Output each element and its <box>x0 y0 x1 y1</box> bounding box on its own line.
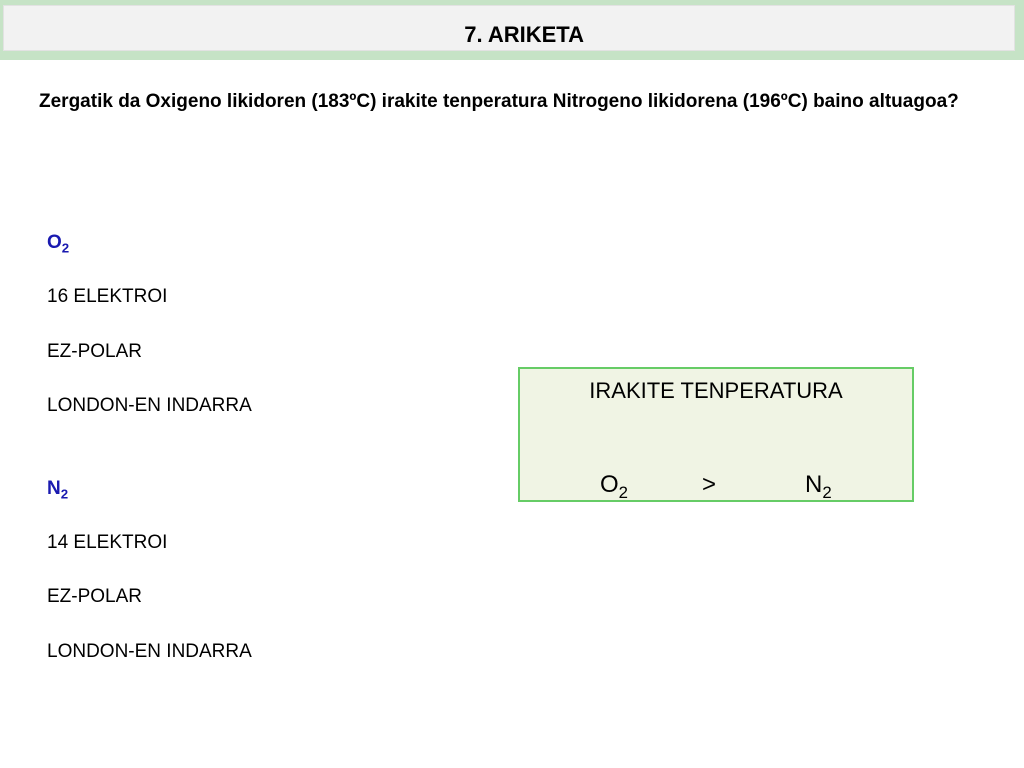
formula-oxygen <box>47 232 69 254</box>
formula-nitrogen <box>47 478 68 500</box>
formula-symbol: O <box>47 232 62 253</box>
formula-symbol: N <box>47 478 61 499</box>
formula-symbol: N <box>805 471 823 498</box>
nitrogen-force: LONDON-EN INDARRA <box>47 641 252 662</box>
comparison-operator: > <box>702 471 717 498</box>
comparison-right-formula <box>805 471 832 502</box>
oxygen-force: LONDON-EN INDARRA <box>47 395 252 416</box>
formula-subscript: 2 <box>822 482 832 502</box>
formula-symbol: O <box>600 471 619 498</box>
nitrogen-electrons: 14 ELEKTROI <box>47 532 168 553</box>
boiling-point-comparison-box <box>518 367 914 502</box>
page-title: 7. ARIKETA <box>464 22 584 47</box>
formula-subscript: 2 <box>618 482 629 502</box>
comparison-title: IRAKITE TENPERATURA <box>589 378 843 403</box>
formula-subscript: 2 <box>61 240 70 256</box>
question-text: Zergatik da Oxigeno likidoren (183ºC) irakite tenperatura Nitrogeno likidorena (196ºC) baino altuagoa? <box>39 91 959 112</box>
nitrogen-polarity: EZ-POLAR <box>47 586 143 607</box>
comparison-left-formula <box>600 471 629 502</box>
oxygen-electrons: 16 ELEKTROI <box>47 286 168 307</box>
formula-subscript: 2 <box>60 486 69 502</box>
title-band <box>0 0 1024 60</box>
oxygen-polarity: EZ-POLAR <box>47 341 143 362</box>
